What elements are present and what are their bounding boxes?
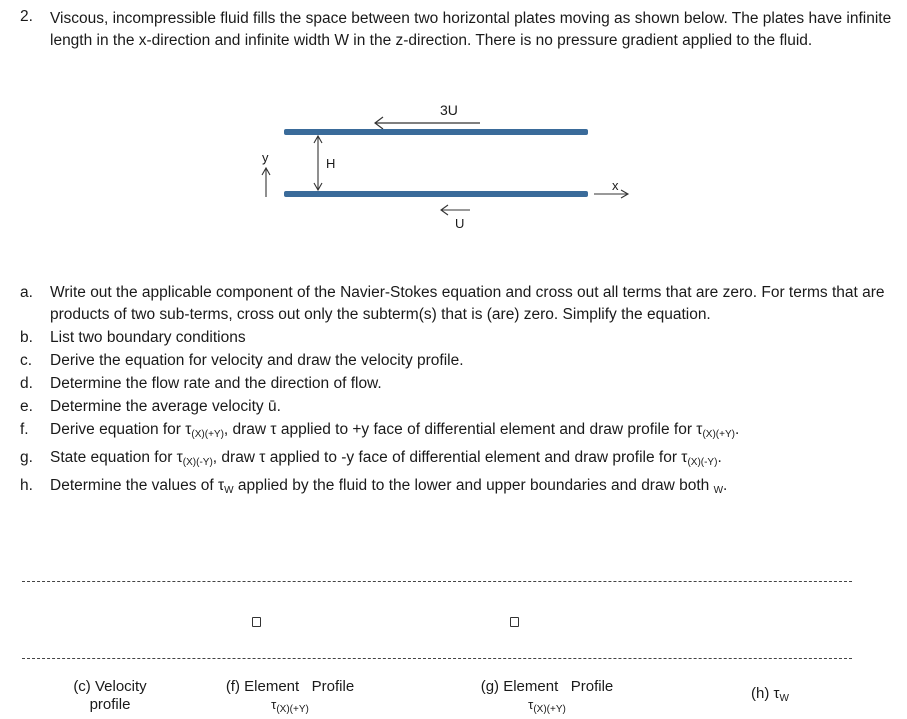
- tau-subscript: W: [713, 485, 724, 496]
- bottom-velocity-arrow: [441, 205, 470, 215]
- part-h: [20, 474, 905, 502]
- question-text: Viscous, incompressible fluid fills the space between two horizontal plates moving as shown below. The plates have infinite length in the x-direction and infinite width W in the z-direction. There is no pressure gradient applied to the fluid.: [50, 10, 892, 49]
- part-label: g.: [20, 449, 33, 466]
- part-text-pre: State equation for τ: [50, 449, 183, 466]
- plates-figure: [0, 0, 907, 260]
- tau-subscript: (X)(-Y): [687, 457, 718, 468]
- part-f: [20, 418, 905, 446]
- x-axis-arrow: [594, 190, 628, 198]
- dashed-divider-top: [22, 581, 852, 582]
- part-label: d.: [20, 375, 33, 392]
- tau-subscript: W: [224, 485, 234, 496]
- part-text: Determine the flow rate and the direction of flow.: [50, 375, 382, 392]
- part-text: Determine the average velocity ū.: [50, 398, 281, 415]
- differential-element-box-f: [252, 617, 261, 627]
- tau-subscript: (X)(+Y): [276, 704, 309, 715]
- part-text: Derive the equation for velocity and draw the velocity profile.: [50, 352, 464, 369]
- tau-subscript: W: [779, 693, 789, 704]
- part-text: List two boundary conditions: [50, 329, 246, 346]
- tau-subscript: (X)(+Y): [533, 704, 566, 715]
- parts-list: [20, 282, 905, 502]
- top-plate: [284, 129, 588, 135]
- caption-velocity-profile: [50, 678, 170, 714]
- tau-symbol: τ: [528, 697, 534, 712]
- part-label: e.: [20, 398, 33, 415]
- gap-dimension-arrow: [314, 136, 322, 190]
- top-velocity-arrow: [375, 117, 480, 129]
- caption-line: (g) Element Profile: [480, 678, 614, 695]
- bottom-plate: [284, 191, 588, 197]
- tau-symbol: τ: [271, 697, 277, 712]
- x-axis-label: x: [612, 178, 619, 193]
- gap-label: H: [326, 156, 336, 171]
- y-axis-arrow: [262, 168, 270, 197]
- question-number: 2.: [20, 8, 33, 25]
- part-label: a.: [20, 284, 33, 301]
- dashed-divider-bottom: [22, 658, 852, 659]
- part-label: f.: [20, 421, 29, 438]
- part-a: [20, 282, 905, 326]
- part-g: [20, 446, 905, 474]
- differential-element-box-g: [510, 617, 519, 627]
- part-text-mid: , draw τ applied to +y face of differential element and draw profile for τ: [223, 421, 703, 438]
- part-text-post: .: [734, 421, 740, 438]
- part-text-pre: Determine the values of τ: [50, 477, 225, 494]
- part-label: b.: [20, 329, 33, 346]
- part-b: [20, 326, 905, 349]
- caption-element-profile-f: [205, 678, 375, 719]
- part-e: [20, 395, 905, 418]
- caption-wall-shear: [730, 685, 810, 708]
- tau-symbol: (h) τ: [751, 685, 780, 702]
- caption-line: profile: [89, 696, 131, 713]
- caption-element-profile-g: [462, 678, 632, 719]
- part-text: Write out the applicable component of the Navier-Stokes equation and cross out all terms that are zero. For terms that are products of two sub-terms, cross out only the subterm(s) that is (are) zero. Simplify the equation.: [50, 284, 885, 323]
- part-label: c.: [20, 352, 33, 369]
- caption-line: (f) Element Profile: [225, 678, 355, 695]
- caption-line: (c) Velocity: [73, 678, 147, 695]
- part-text-post: .: [717, 449, 722, 466]
- y-axis-label: y: [262, 150, 269, 165]
- part-label: h.: [20, 477, 33, 494]
- bottom-velocity-label: U: [455, 216, 465, 231]
- part-c: [20, 349, 905, 372]
- tau-subscript: (X)(+Y): [191, 429, 224, 440]
- tau-subscript: (X)(-Y): [182, 457, 213, 468]
- tau-subscript: (X)(+Y): [702, 429, 735, 440]
- part-text-pre: Derive equation for τ: [50, 421, 192, 438]
- part-text-mid: applied by the fluid to the lower and upper boundaries and draw both: [233, 477, 714, 494]
- part-text-mid: , draw τ applied to -y face of differential element and draw profile for τ: [212, 449, 688, 466]
- top-velocity-label: 3U: [440, 102, 458, 118]
- part-text-post: .: [723, 477, 728, 494]
- part-d: [20, 372, 905, 395]
